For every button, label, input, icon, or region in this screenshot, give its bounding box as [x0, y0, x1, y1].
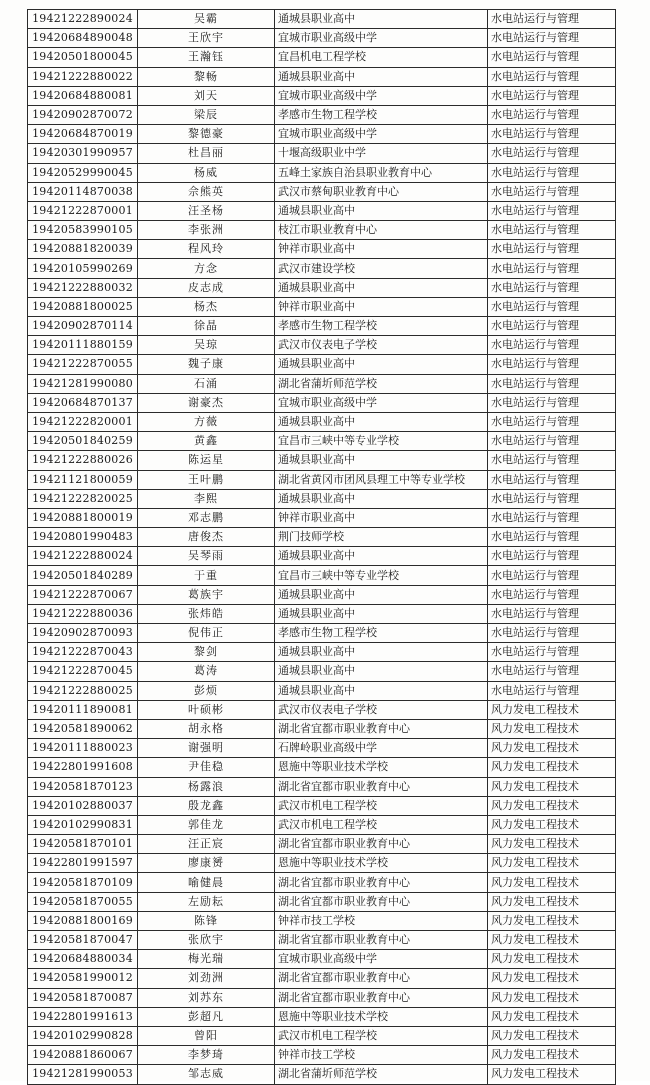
major-cell: 水电站运行与管理: [488, 585, 616, 604]
student-id-cell: 19420581890062: [28, 719, 138, 738]
student-name-cell: 殷龙鑫: [138, 796, 275, 815]
student-name-cell: 杨露浪: [138, 777, 275, 796]
table-row: [28, 739, 616, 758]
student-name-cell: 黎剑: [138, 643, 275, 662]
table-row: [28, 585, 616, 604]
table-row: [28, 355, 616, 374]
student-name-cell: 喻健晨: [138, 873, 275, 892]
table-row: [28, 528, 616, 547]
school-cell: 湖北省宜都市职业教育中心: [275, 873, 488, 892]
major-cell: 风力发电工程技术: [488, 950, 616, 969]
school-cell: 通城县职业高中: [275, 604, 488, 623]
school-cell: 武汉市机电工程学校: [275, 1026, 488, 1045]
student-id-cell: 19421121800059: [28, 470, 138, 489]
student-id-cell: 19421281990053: [28, 1065, 138, 1084]
student-name-cell: 杨杰: [138, 297, 275, 316]
student-name-cell: 方薇: [138, 412, 275, 431]
school-cell: 孝感市生物工程学校: [275, 317, 488, 336]
school-cell: 武汉市仪表电子学校: [275, 336, 488, 355]
student-id-cell: 19420902870114: [28, 317, 138, 336]
student-id-cell: 19422801991597: [28, 854, 138, 873]
major-cell: 水电站运行与管理: [488, 163, 616, 182]
student-name-cell: 曾阳: [138, 1026, 275, 1045]
table-row: [28, 432, 616, 451]
school-cell: 枝江市职业教育中心: [275, 221, 488, 240]
major-cell: 水电站运行与管理: [488, 221, 616, 240]
school-cell: 宜城市职业高级中学: [275, 950, 488, 969]
major-cell: 水电站运行与管理: [488, 86, 616, 105]
major-cell: 风力发电工程技术: [488, 854, 616, 873]
major-cell: 水电站运行与管理: [488, 336, 616, 355]
school-cell: 通城县职业高中: [275, 547, 488, 566]
student-id-cell: 19420111880023: [28, 739, 138, 758]
student-id-cell: 19420881860067: [28, 1046, 138, 1065]
student-name-cell: 胡永格: [138, 719, 275, 738]
table-row: [28, 758, 616, 777]
table-row: [28, 604, 616, 623]
table-row: [28, 29, 616, 48]
table-row: [28, 144, 616, 163]
school-cell: 钟祥市职业高中: [275, 297, 488, 316]
table-row: [28, 451, 616, 470]
major-cell: 水电站运行与管理: [488, 470, 616, 489]
student-id-cell: 19420111890081: [28, 700, 138, 719]
major-cell: 水电站运行与管理: [488, 105, 616, 124]
school-cell: 五峰土家族自治县职业教育中心: [275, 163, 488, 182]
student-id-cell: 19420684880081: [28, 86, 138, 105]
school-cell: 十堰高级职业中学: [275, 144, 488, 163]
school-cell: 通城县职业高中: [275, 489, 488, 508]
student-name-cell: 左励耘: [138, 892, 275, 911]
student-id-cell: 19420581870123: [28, 777, 138, 796]
table-row: [28, 835, 616, 854]
student-id-cell: 19420501840289: [28, 566, 138, 585]
student-id-cell: 19420102990831: [28, 815, 138, 834]
student-id-cell: 19420881800169: [28, 911, 138, 930]
table-row: [28, 624, 616, 643]
major-cell: 水电站运行与管理: [488, 355, 616, 374]
student-name-cell: 倪伟正: [138, 624, 275, 643]
student-id-cell: 19421281990080: [28, 374, 138, 393]
major-cell: 水电站运行与管理: [488, 412, 616, 431]
school-cell: 恩施中等职业技术学校: [275, 854, 488, 873]
school-cell: 通城县职业高中: [275, 67, 488, 86]
student-name-cell: 葛族宇: [138, 585, 275, 604]
student-name-cell: 陈锋: [138, 911, 275, 930]
student-name-cell: 徐晶: [138, 317, 275, 336]
student-name-cell: 廖康赟: [138, 854, 275, 873]
table-row: [28, 86, 616, 105]
table-row: [28, 201, 616, 220]
school-cell: 宜昌市三峡中等专业学校: [275, 432, 488, 451]
table-row: [28, 67, 616, 86]
school-cell: 湖北省黄冈市团风县理工中等专业学校: [275, 470, 488, 489]
student-id-cell: 19420581870047: [28, 931, 138, 950]
student-name-cell: 张欣宇: [138, 931, 275, 950]
student-name-cell: 杨威: [138, 163, 275, 182]
school-cell: 湖北省宜都市职业教育中心: [275, 988, 488, 1007]
student-id-cell: 19420684870019: [28, 125, 138, 144]
student-id-cell: 19421222880025: [28, 681, 138, 700]
student-name-cell: 吴琼: [138, 336, 275, 355]
major-cell: 水电站运行与管理: [488, 201, 616, 220]
school-cell: 恩施中等职业技术学校: [275, 1007, 488, 1026]
major-cell: 风力发电工程技术: [488, 796, 616, 815]
school-cell: 通城县职业高中: [275, 681, 488, 700]
student-id-cell: 19421222880036: [28, 604, 138, 623]
table-row: [28, 374, 616, 393]
table-row: [28, 911, 616, 930]
student-name-cell: 王瀚钰: [138, 48, 275, 67]
student-name-cell: 刘苏东: [138, 988, 275, 1007]
major-cell: 水电站运行与管理: [488, 624, 616, 643]
student-name-cell: 张炜皓: [138, 604, 275, 623]
school-cell: 通城县职业高中: [275, 10, 488, 29]
student-id-cell: 19420111880159: [28, 336, 138, 355]
major-cell: 风力发电工程技术: [488, 777, 616, 796]
major-cell: 水电站运行与管理: [488, 278, 616, 297]
table-row: [28, 643, 616, 662]
school-cell: 武汉市仪表电子学校: [275, 700, 488, 719]
major-cell: 水电站运行与管理: [488, 604, 616, 623]
major-cell: 风力发电工程技术: [488, 700, 616, 719]
student-name-cell: 黎畅: [138, 67, 275, 86]
table-row: [28, 259, 616, 278]
student-id-cell: 19420581990012: [28, 969, 138, 988]
student-id-cell: 19421222870043: [28, 643, 138, 662]
student-name-cell: 于重: [138, 566, 275, 585]
major-cell: 水电站运行与管理: [488, 508, 616, 527]
major-cell: 风力发电工程技术: [488, 892, 616, 911]
school-cell: 通城县职业高中: [275, 278, 488, 297]
table-row: [28, 1065, 616, 1084]
major-cell: 风力发电工程技术: [488, 911, 616, 930]
student-name-cell: 刘劲洲: [138, 969, 275, 988]
table-row: [28, 182, 616, 201]
major-cell: 水电站运行与管理: [488, 29, 616, 48]
table-row: [28, 125, 616, 144]
table-row: [28, 815, 616, 834]
major-cell: 风力发电工程技术: [488, 739, 616, 758]
student-name-cell: 皮志成: [138, 278, 275, 297]
major-cell: 水电站运行与管理: [488, 489, 616, 508]
student-id-cell: 19421222820025: [28, 489, 138, 508]
student-name-cell: 王叶鹏: [138, 470, 275, 489]
school-cell: 孝感市生物工程学校: [275, 105, 488, 124]
table-row: [28, 240, 616, 259]
school-cell: 钟祥市职业高中: [275, 508, 488, 527]
school-cell: 湖北省蒲圻师范学校: [275, 1065, 488, 1084]
student-id-cell: 19420102880037: [28, 796, 138, 815]
student-id-cell: 19420105990269: [28, 259, 138, 278]
table-row: [28, 48, 616, 67]
major-cell: 风力发电工程技术: [488, 1065, 616, 1084]
student-id-cell: 19421222870067: [28, 585, 138, 604]
student-id-cell: 19420501840259: [28, 432, 138, 451]
school-cell: 宜城市职业高级中学: [275, 393, 488, 412]
student-name-cell: 汪圣杨: [138, 201, 275, 220]
major-cell: 风力发电工程技术: [488, 1046, 616, 1065]
student-id-cell: 19422801991613: [28, 1007, 138, 1026]
student-name-cell: 刘天: [138, 86, 275, 105]
major-cell: 水电站运行与管理: [488, 10, 616, 29]
table-row: [28, 873, 616, 892]
student-name-cell: 杜昌丽: [138, 144, 275, 163]
student-id-cell: 19420902870093: [28, 624, 138, 643]
table-row: [28, 317, 616, 336]
table-row: [28, 1026, 616, 1045]
major-cell: 水电站运行与管理: [488, 48, 616, 67]
major-cell: 水电站运行与管理: [488, 662, 616, 681]
school-cell: 钟祥市技工学校: [275, 911, 488, 930]
student-name-cell: 彭烦: [138, 681, 275, 700]
table-row: [28, 163, 616, 182]
school-cell: 武汉市机电工程学校: [275, 815, 488, 834]
major-cell: 水电站运行与管理: [488, 125, 616, 144]
school-cell: 通城县职业高中: [275, 355, 488, 374]
student-id-cell: 19420881800019: [28, 508, 138, 527]
table-row: [28, 489, 616, 508]
student-name-cell: 梁辰: [138, 105, 275, 124]
school-cell: 湖北省宜都市职业教育中心: [275, 719, 488, 738]
school-cell: 湖北省蒲圻师范学校: [275, 374, 488, 393]
table-row: [28, 508, 616, 527]
student-id-cell: 19420583990105: [28, 221, 138, 240]
table-row: [28, 777, 616, 796]
major-cell: 水电站运行与管理: [488, 547, 616, 566]
major-cell: 风力发电工程技术: [488, 969, 616, 988]
table-row: [28, 662, 616, 681]
table-row: [28, 1007, 616, 1026]
major-cell: 水电站运行与管理: [488, 317, 616, 336]
student-name-cell: 吴霸: [138, 10, 275, 29]
student-id-cell: 19420301990957: [28, 144, 138, 163]
major-cell: 水电站运行与管理: [488, 393, 616, 412]
student-name-cell: 李熙: [138, 489, 275, 508]
school-cell: 通城县职业高中: [275, 451, 488, 470]
student-name-cell: 王欣宇: [138, 29, 275, 48]
school-cell: 宜昌市三峡中等专业学校: [275, 566, 488, 585]
major-cell: 风力发电工程技术: [488, 1007, 616, 1026]
major-cell: 水电站运行与管理: [488, 144, 616, 163]
student-id-cell: 19421222880024: [28, 547, 138, 566]
school-cell: 钟祥市技工学校: [275, 1046, 488, 1065]
student-name-cell: 汪正宸: [138, 835, 275, 854]
table-row: [28, 854, 616, 873]
school-cell: 石牌岭职业高级中学: [275, 739, 488, 758]
major-cell: 风力发电工程技术: [488, 719, 616, 738]
student-name-cell: 彭超凡: [138, 1007, 275, 1026]
major-cell: 风力发电工程技术: [488, 931, 616, 950]
school-cell: 湖北省宜都市职业教育中心: [275, 969, 488, 988]
student-id-cell: 19420581870055: [28, 892, 138, 911]
table-row: [28, 566, 616, 585]
student-name-cell: 邓志鹏: [138, 508, 275, 527]
student-id-cell: 19420684880034: [28, 950, 138, 969]
student-id-cell: 19421222820001: [28, 412, 138, 431]
school-cell: 通城县职业高中: [275, 585, 488, 604]
student-name-cell: 郭佳龙: [138, 815, 275, 834]
student-name-cell: 谢强明: [138, 739, 275, 758]
table-row: [28, 10, 616, 29]
student-name-cell: 石涌: [138, 374, 275, 393]
student-name-cell: 邹志威: [138, 1065, 275, 1084]
school-cell: 孝感市生物工程学校: [275, 624, 488, 643]
major-cell: 水电站运行与管理: [488, 67, 616, 86]
school-cell: 通城县职业高中: [275, 643, 488, 662]
student-name-cell: 梅光瑞: [138, 950, 275, 969]
school-cell: 湖北省宜都市职业教育中心: [275, 931, 488, 950]
roster-body: [28, 10, 616, 1085]
student-id-cell: 19421222880026: [28, 451, 138, 470]
school-cell: 宜城市职业高级中学: [275, 125, 488, 144]
student-id-cell: 19420581870109: [28, 873, 138, 892]
student-name-cell: 方念: [138, 259, 275, 278]
school-cell: 宜昌机电工程学校: [275, 48, 488, 67]
school-cell: 武汉市建设学校: [275, 259, 488, 278]
student-name-cell: 陈运星: [138, 451, 275, 470]
table-row: [28, 470, 616, 489]
student-id-cell: 19420501800045: [28, 48, 138, 67]
student-id-cell: 19420114870038: [28, 182, 138, 201]
student-id-cell: 19421222870001: [28, 201, 138, 220]
table-row: [28, 796, 616, 815]
table-row: [28, 719, 616, 738]
table-row: [28, 278, 616, 297]
student-id-cell: 19420881820039: [28, 240, 138, 259]
table-row: [28, 105, 616, 124]
student-id-cell: 19421222890024: [28, 10, 138, 29]
major-cell: 风力发电工程技术: [488, 758, 616, 777]
student-name-cell: 李梦琦: [138, 1046, 275, 1065]
table-row: [28, 412, 616, 431]
school-cell: 恩施中等职业技术学校: [275, 758, 488, 777]
table-row: [28, 297, 616, 316]
student-name-cell: 唐俊杰: [138, 528, 275, 547]
student-id-cell: 19420902870072: [28, 105, 138, 124]
student-id-cell: 19422801991608: [28, 758, 138, 777]
student-name-cell: 吴琴雨: [138, 547, 275, 566]
student-name-cell: 葛涛: [138, 662, 275, 681]
table-row: [28, 547, 616, 566]
school-cell: 通城县职业高中: [275, 201, 488, 220]
student-id-cell: 19421222880032: [28, 278, 138, 297]
table-row: [28, 221, 616, 240]
school-cell: 钟祥市职业高中: [275, 240, 488, 259]
school-cell: 武汉市蔡甸职业教育中心: [275, 182, 488, 201]
major-cell: 水电站运行与管理: [488, 182, 616, 201]
major-cell: 水电站运行与管理: [488, 432, 616, 451]
school-cell: 湖北省宜都市职业教育中心: [275, 835, 488, 854]
table-row: [28, 988, 616, 1007]
major-cell: 水电站运行与管理: [488, 643, 616, 662]
student-name-cell: 叶硕彬: [138, 700, 275, 719]
student-id-cell: 19420102990828: [28, 1026, 138, 1045]
major-cell: 水电站运行与管理: [488, 374, 616, 393]
student-name-cell: 李张洲: [138, 221, 275, 240]
table-row: [28, 892, 616, 911]
student-id-cell: 19420581870087: [28, 988, 138, 1007]
school-cell: 湖北省宜都市职业教育中心: [275, 892, 488, 911]
school-cell: 武汉市机电工程学校: [275, 796, 488, 815]
student-name-cell: 尹佳稳: [138, 758, 275, 777]
student-name-cell: 谢豪杰: [138, 393, 275, 412]
student-name-cell: 黎德豪: [138, 125, 275, 144]
major-cell: 水电站运行与管理: [488, 681, 616, 700]
student-name-cell: 程风玲: [138, 240, 275, 259]
table-row: [28, 950, 616, 969]
student-name-cell: 佘熊英: [138, 182, 275, 201]
student-id-cell: 19421222870045: [28, 662, 138, 681]
major-cell: 水电站运行与管理: [488, 297, 616, 316]
school-cell: 宜城市职业高级中学: [275, 29, 488, 48]
major-cell: 水电站运行与管理: [488, 259, 616, 278]
table-row: [28, 336, 616, 355]
student-id-cell: 19420529990045: [28, 163, 138, 182]
major-cell: 水电站运行与管理: [488, 566, 616, 585]
student-roster-table: [27, 9, 616, 1085]
student-id-cell: 19420881800025: [28, 297, 138, 316]
school-cell: 湖北省宜都市职业教育中心: [275, 777, 488, 796]
student-id-cell: 19421222880022: [28, 67, 138, 86]
student-name-cell: 黄鑫: [138, 432, 275, 451]
table-row: [28, 931, 616, 950]
major-cell: 风力发电工程技术: [488, 835, 616, 854]
table-row: [28, 700, 616, 719]
school-cell: 通城县职业高中: [275, 412, 488, 431]
school-cell: 通城县职业高中: [275, 662, 488, 681]
major-cell: 风力发电工程技术: [488, 988, 616, 1007]
major-cell: 风力发电工程技术: [488, 815, 616, 834]
school-cell: 荆门技师学校: [275, 528, 488, 547]
table-row: [28, 393, 616, 412]
table-row: [28, 1046, 616, 1065]
major-cell: 水电站运行与管理: [488, 451, 616, 470]
major-cell: 水电站运行与管理: [488, 528, 616, 547]
table-row: [28, 681, 616, 700]
major-cell: 风力发电工程技术: [488, 873, 616, 892]
student-id-cell: 19420801990483: [28, 528, 138, 547]
student-id-cell: 19420684890048: [28, 29, 138, 48]
student-id-cell: 19420581870101: [28, 835, 138, 854]
student-name-cell: 魏子康: [138, 355, 275, 374]
school-cell: 宜城市职业高级中学: [275, 86, 488, 105]
major-cell: 水电站运行与管理: [488, 240, 616, 259]
major-cell: 风力发电工程技术: [488, 1026, 616, 1045]
student-id-cell: 19421222870055: [28, 355, 138, 374]
table-row: [28, 969, 616, 988]
student-id-cell: 19420684870137: [28, 393, 138, 412]
